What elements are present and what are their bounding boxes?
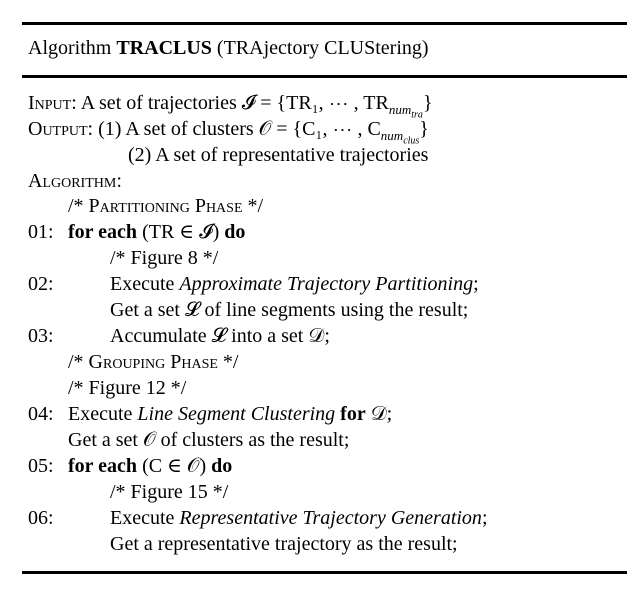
output-line-1: Output: (1) A set of clusters 𝒪 = {C₁, ⋯ , $C_{num_{clus}}$} [28,118,429,147]
step-content [68,350,238,374]
step-number: 05: [28,455,54,477]
step-number: 04: [28,403,54,425]
step-text: /* Figure 12 */ [68,377,187,399]
title-name: TRACLUS [116,37,212,59]
step-text: (TR ∈ 𝓘) [137,221,225,243]
input-line: Input: A set of trajectories 𝓘 = {TR₁, ⋯ , $TR_{num_{tra}}$} [28,92,433,121]
step-content [110,272,479,296]
step-text: Execute [110,273,180,295]
keyword: for each [68,455,138,477]
step-content [110,246,218,270]
input-sub: num [388,102,412,117]
output-line-2: (2) A set of representative trajectories [128,144,429,166]
step-content [68,376,186,400]
step-number: 03: [28,325,54,347]
step-text: ; [473,273,479,295]
step-text: Get a representative trajectory as the result; [110,533,458,555]
output-subsub: clus [403,135,420,147]
step-content [68,454,232,478]
step-text: /* Grouping Phase */ [68,351,239,373]
algorithm-label: Algorithm: [28,170,122,192]
step-content [110,506,488,530]
step-text: 𝒟; [365,403,393,425]
step-text: ; [481,507,488,529]
step-text: Execute [110,507,180,529]
keyword: do [224,221,246,243]
step-text: Execute [68,403,138,425]
keyword: do [211,455,233,477]
step-content [68,220,245,244]
input-label: Input: [28,92,77,114]
input-subsub: tra [411,109,423,121]
step-text: Accumulate 𝓛 into a set 𝒟; [110,325,330,347]
output-sub: num [380,128,404,143]
keyword: for [335,403,366,425]
header-rule [22,75,627,78]
output-label: Output: [28,118,94,140]
step-content [110,298,468,322]
step-content [68,194,263,218]
step-content [110,532,458,556]
bottom-rule [22,571,627,574]
procedure-name: Approximate Trajectory Partitioning [179,273,474,295]
title-prefix: Algorithm [28,37,112,59]
step-number: 01: [28,221,54,243]
step-number: 06: [28,507,54,529]
step-content [110,324,330,348]
step-text: Get a set 𝒪 of clusters as the result; [68,429,350,451]
step-text: (C ∈ 𝒪) [137,455,212,477]
input-text: A set of trajectories 𝓘 = {TR₁, ⋯ , TR [80,92,389,114]
step-text: /* Figure 8 */ [110,247,219,269]
step-text: /* Figure 15 */ [110,481,229,503]
step-content [110,480,228,504]
title-suffix: (TRAjectory CLUStering) [216,37,429,59]
procedure-name: Representative Trajectory Generation [179,507,482,529]
step-number: 02: [28,273,54,295]
output-text-1: (1) A set of clusters 𝒪 = {C₁, ⋯ , C [98,118,381,140]
keyword: for each [68,221,138,243]
algorithm-title [28,36,429,60]
step-text: Get a set 𝓛 of line segments using the result; [110,299,469,321]
top-rule [22,22,627,25]
procedure-name: Line Segment Clustering [137,403,336,425]
step-content [68,402,392,426]
step-content [68,428,349,452]
step-text: /* Partitioning Phase */ [68,195,264,217]
